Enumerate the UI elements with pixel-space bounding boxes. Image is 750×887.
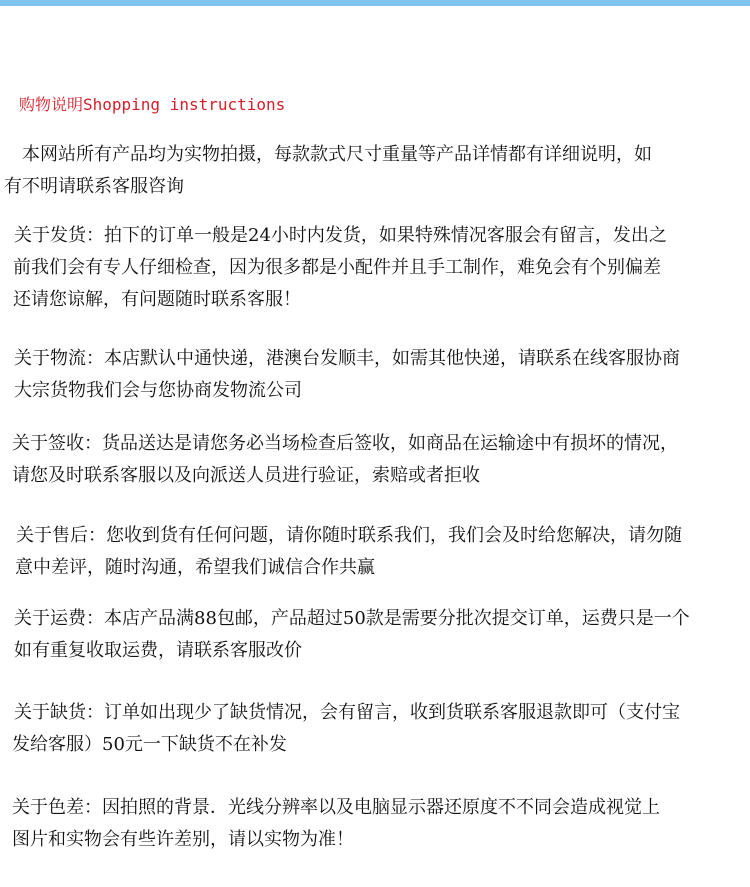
- paragraph-line: 意中差评，随时沟通，希望我们诚信合作共赢: [15, 557, 375, 578]
- paragraph-line: 发给客服）50元一下缺货不在补发: [12, 734, 287, 755]
- paragraph-line: 大宗货物我们会与您协商发物流公司: [14, 380, 302, 401]
- top-accent-bar: [0, 0, 750, 6]
- receipt-paragraph: [12, 428, 678, 492]
- paragraph-line: 前我们会有专人仔细检查，因为很多都是小配件并且手工制作，难免会有个别偏差: [13, 257, 661, 278]
- paragraph-line: 关于色差：因拍照的背景．光线分辨率以及电脑显示器还原度不不同会造成视觉上: [12, 797, 660, 818]
- page-heading: 购物说明Shopping instructions: [19, 95, 286, 114]
- paragraph-line: 关于售后：您收到货有任何问题，请你随时联系我们，我们会及时给您解决，请勿随: [16, 525, 682, 546]
- paragraph-line: 图片和实物会有些许差别，请以实物为准！: [12, 829, 354, 850]
- after-sales-paragraph: [16, 520, 682, 584]
- shipping-paragraph: [14, 220, 667, 316]
- paragraph-line: 关于物流：本店默认中通快递，港澳台发顺丰，如需其他快递，请联系在线客服协商: [14, 348, 680, 369]
- logistics-paragraph: [14, 343, 680, 407]
- paragraph-line: 关于缺货：订单如出现少了缺货情况，会有留言，收到货联系客服退款即可（支付宝: [14, 702, 680, 723]
- color-difference-paragraph: [12, 792, 660, 856]
- intro-paragraph: [4, 139, 652, 203]
- out-of-stock-paragraph: [14, 697, 680, 761]
- paragraph-line: 有不明请联系客服咨询: [4, 176, 184, 197]
- paragraph-line: 还请您谅解，有问题随时联系客服！: [13, 289, 301, 310]
- paragraph-line: 关于发货：拍下的订单一般是24小时内发货，如果特殊情况客服会有留言，发出之: [14, 225, 667, 246]
- paragraph-line: 本网站所有产品均为实物拍摄，每款款式尺寸重量等产品详情都有详细说明，如: [22, 144, 652, 165]
- paragraph-line: 关于运费：本店产品满88包邮，产品超过50款是需要分批次提交订单，运费只是一个: [14, 608, 690, 629]
- paragraph-line: 如有重复收取运费，请联系客服改价: [14, 640, 302, 661]
- paragraph-line: 请您及时联系客服以及向派送人员进行验证，索赔或者拒收: [12, 465, 480, 486]
- shipping-fee-paragraph: [14, 603, 690, 667]
- paragraph-line: 关于签收：货品送达是请您务必当场检查后签收，如商品在运输途中有损坏的情况，: [12, 433, 678, 454]
